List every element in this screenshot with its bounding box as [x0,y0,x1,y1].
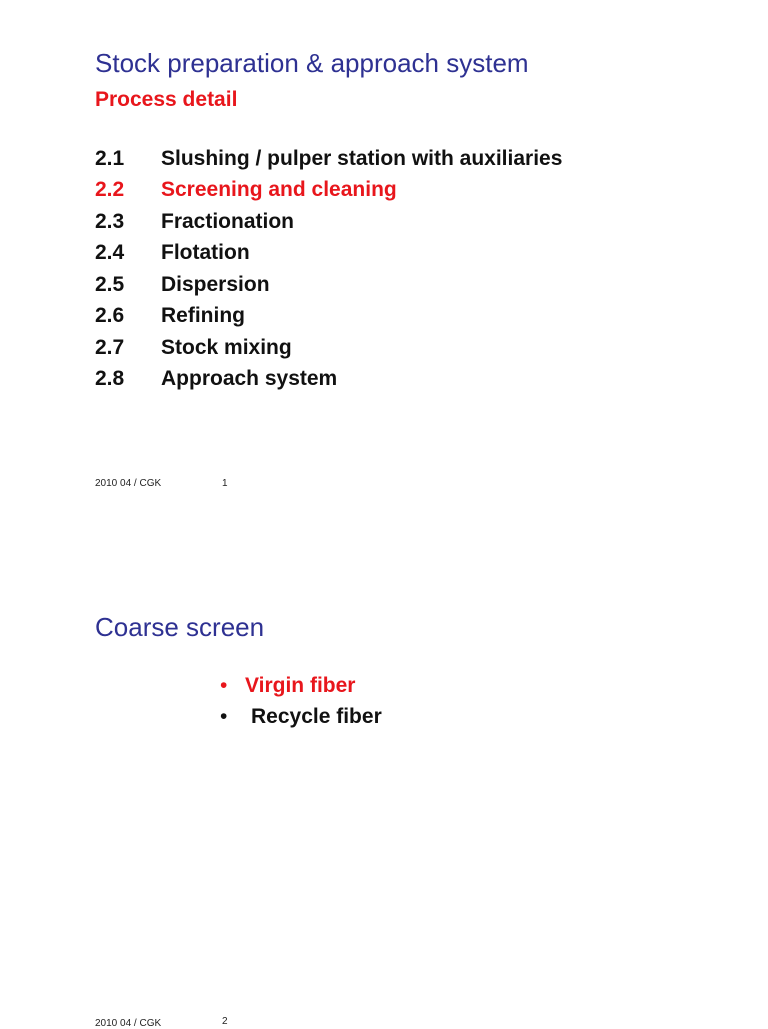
section-label: Flotation [161,241,250,265]
section-label: Fractionation [161,209,295,233]
section-label: Stock mixing [161,335,292,359]
bullet-item [220,702,382,734]
section-number: 2.8 [95,367,125,391]
bullet-label: Virgin fiber [245,673,356,697]
section-item [95,332,562,364]
section-item [95,364,562,396]
slide-2 [0,512,768,1029]
slide-1 [0,0,768,512]
section-number: 2.6 [95,304,125,328]
slide-footer: 2010 04 / CGK [95,1018,162,1029]
slide-footer: 2010 04 / CGK [95,478,162,489]
section-label: Slushing / pulper station with auxiliaries [161,146,563,170]
section-item [95,206,562,238]
section-number: 2.3 [95,209,125,233]
section-list [95,143,562,395]
section-item-active [95,175,562,207]
slide-title: Stock preparation & approach system [95,48,529,78]
bullet-label: Recycle fiber [251,705,382,729]
page-number: 2 [222,1016,228,1027]
section-number: 2.7 [95,335,125,359]
section-number: 2.1 [95,146,125,170]
bullet-item-active [220,670,382,702]
section-item [95,143,562,175]
bullet-marker: • [220,673,228,697]
slide-title: Coarse screen [95,612,265,642]
section-label: Dispersion [161,272,270,296]
section-label: Approach system [161,367,338,391]
section-label: Refining [161,304,245,328]
section-item [95,269,562,301]
section-item [95,238,562,270]
bullet-marker: • [220,705,228,729]
section-label: Screening and cleaning [161,178,397,202]
section-number: 2.2 [95,178,125,202]
section-number: 2.5 [95,272,125,296]
bullet-list [220,670,382,733]
slide-subtitle: Process detail [95,88,238,111]
section-number: 2.4 [95,241,125,265]
page-number: 1 [222,478,228,489]
section-item [95,301,562,333]
